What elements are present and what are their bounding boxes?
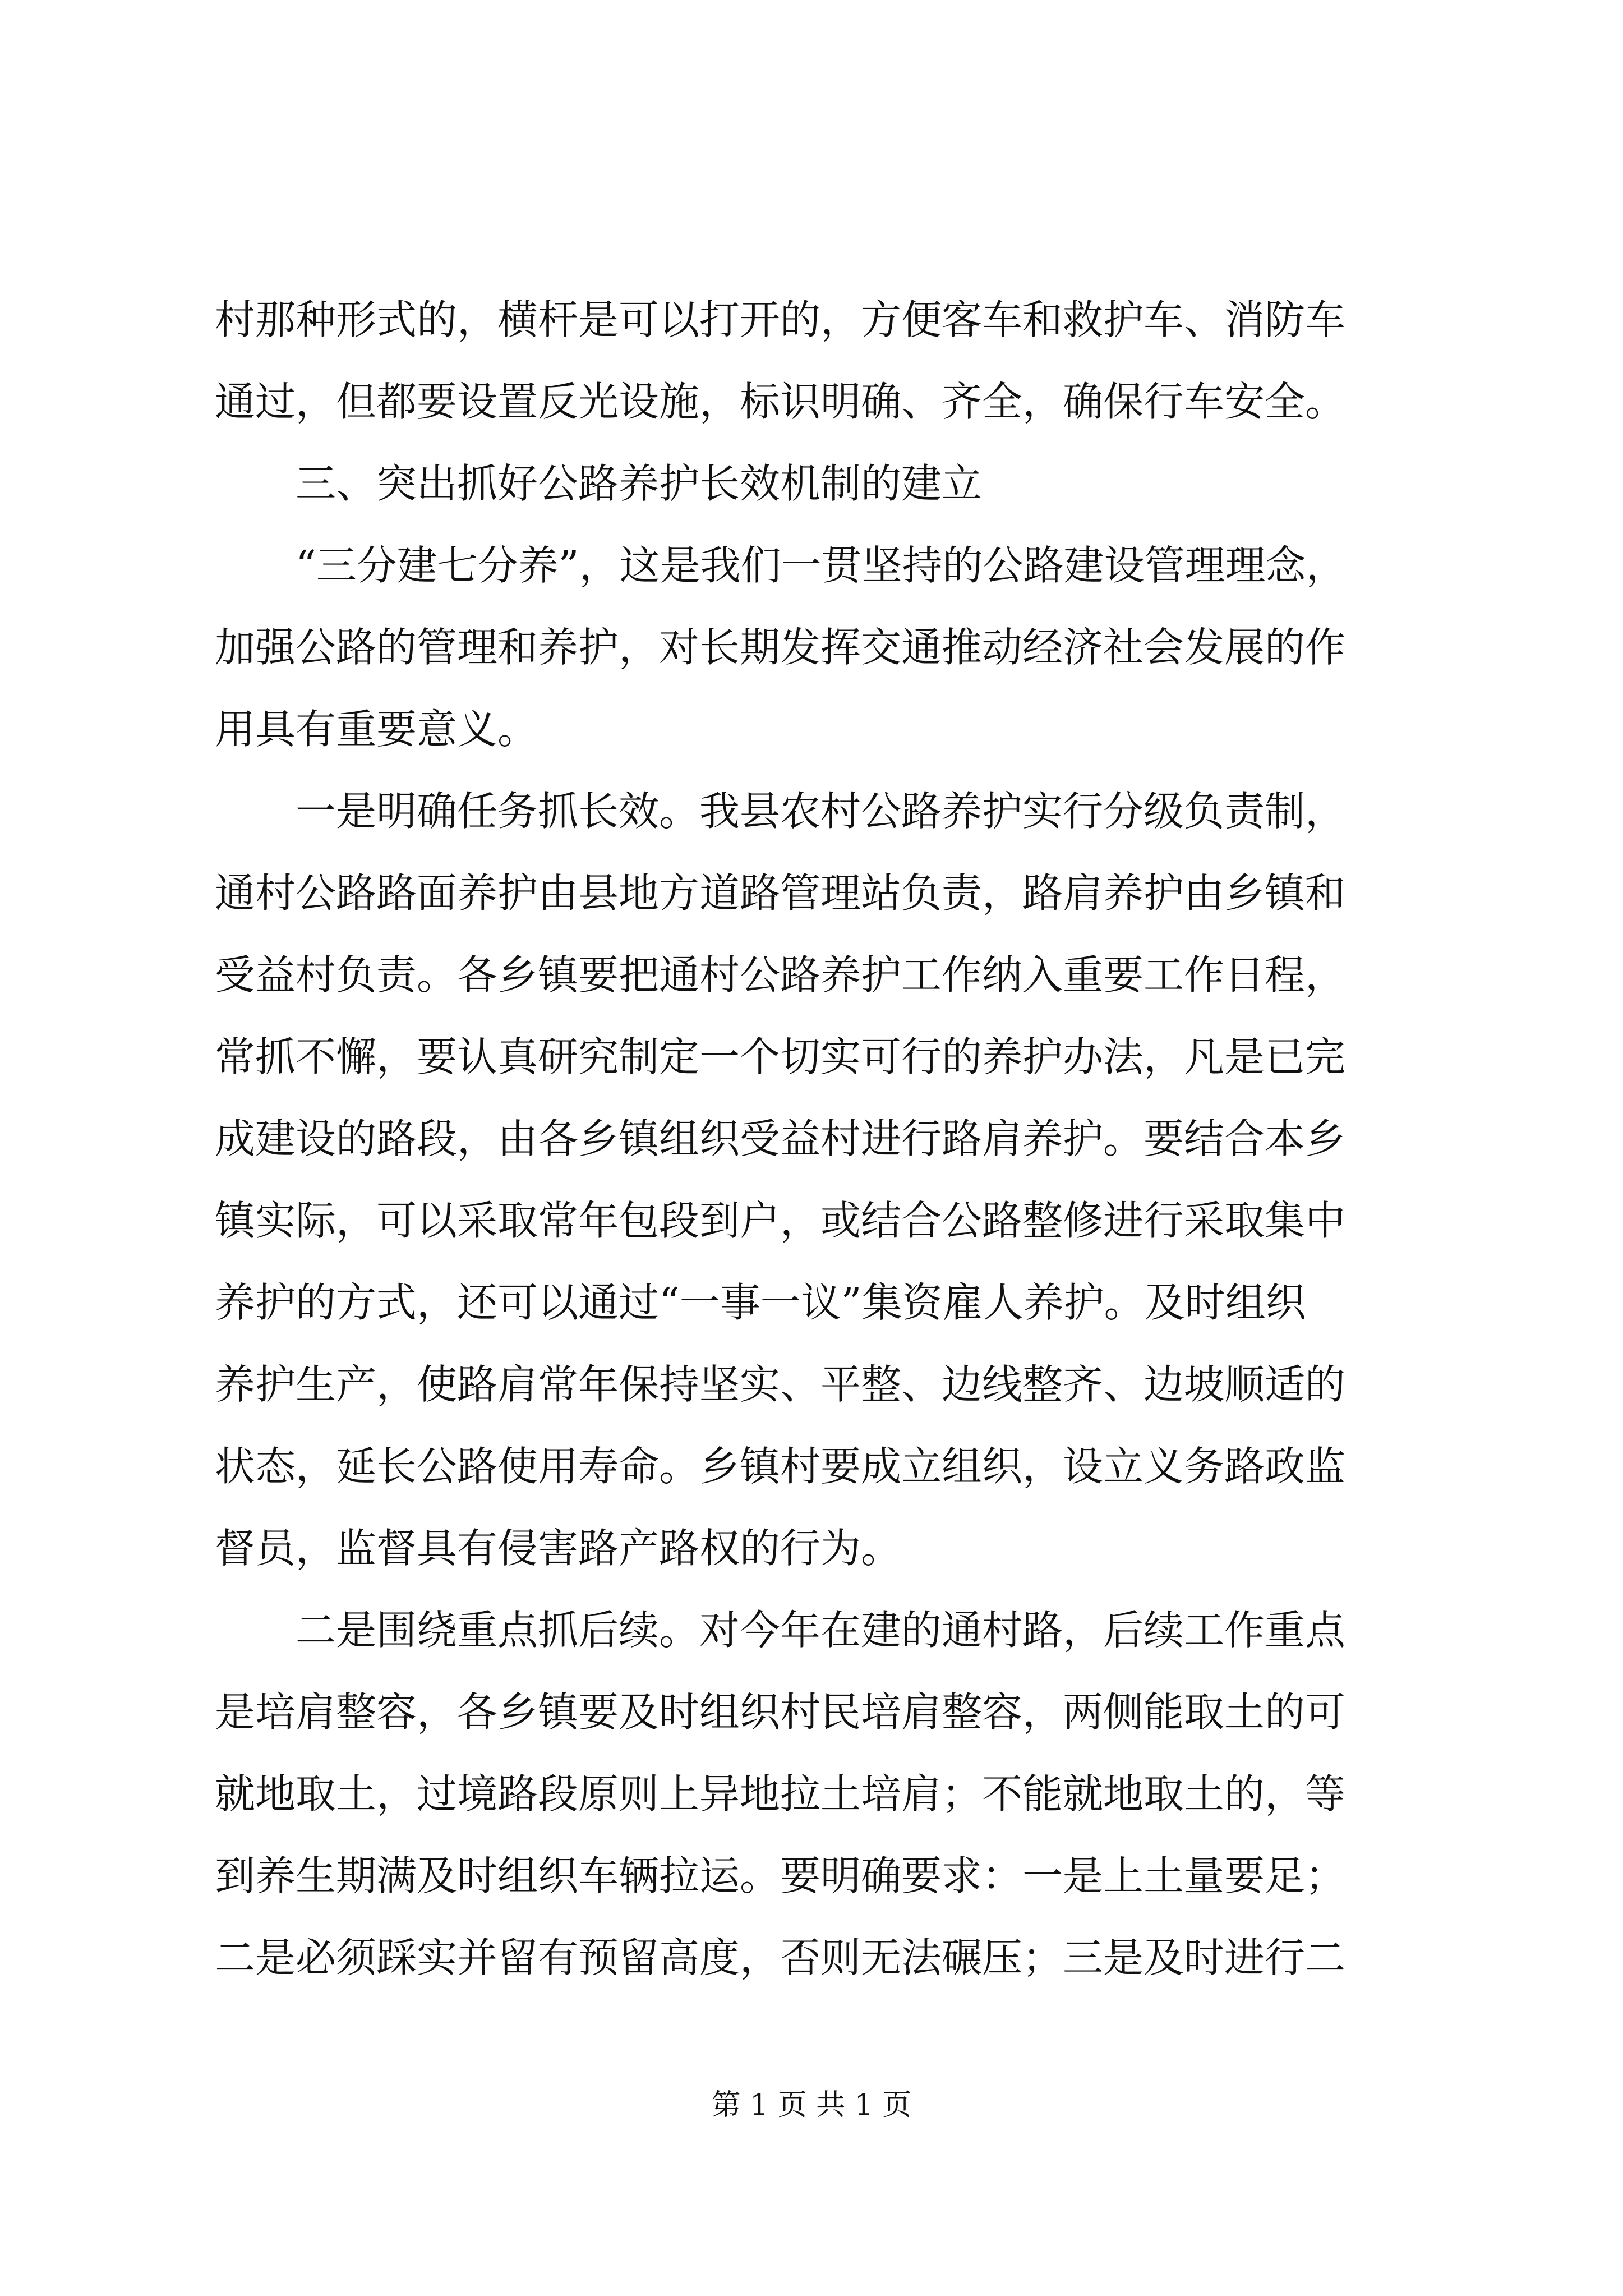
text-line: 通村公路路面养护由县地方道路管理站负责，路肩养护由乡镇和 — [215, 869, 1346, 917]
text-line: 通过，但都要设置反光设施，标识明确、齐全，确保行车安全。 — [215, 378, 1346, 425]
text-line: 成建设的路段，由各乡镇组织受益村进行路肩养护。要结合本乡 — [215, 1115, 1346, 1162]
text-line: 二是必须踩实并留有预留高度，否则无法碾压；三是及时进行二 — [215, 1934, 1346, 1981]
text-line: “三分建七分养”，这是我们一贯坚持的公路建设管理理念， — [215, 542, 1347, 589]
text-line: 二是围绕重点抓后续。对今年在建的通村路，后续工作重点 — [215, 1607, 1346, 1654]
page-number-label: 第 1 页 共 1 页 — [711, 2088, 912, 2122]
text-line: 镇实际，可以采取常年包段到户，或结合公路整修进行采取集中 — [215, 1197, 1346, 1244]
text-line: 就地取土，过境路段原则上异地拉土培肩；不能就地取土的，等 — [215, 1770, 1346, 1818]
text-line: 督员，监督具有侵害路产路权的行为。 — [215, 1525, 902, 1572]
text-line: 用具有重要意义。 — [215, 706, 538, 753]
section-heading: 三、突出抓好公路养护长效机制的建立 — [215, 460, 983, 507]
text-line: 一是明确任务抓长效。我县农村公路养护实行分级负责制， — [215, 788, 1346, 835]
text-line: 养护生产，使路肩常年保持坚实、平整、边线整齐、边坡顺适的 — [215, 1361, 1346, 1408]
text-line: 加强公路的管理和养护，对长期发挥交通推动经济社会发展的作 — [215, 624, 1346, 671]
text-line: 状态，延长公路使用寿命。乡镇村要成立组织，设立义务路政监 — [215, 1443, 1346, 1490]
text-line: 常抓不懈，要认真研究制定一个切实可行的养护办法，凡是已完 — [215, 1033, 1346, 1080]
page-footer — [0, 2086, 1623, 2125]
text-line: 是培肩整容，各乡镇要及时组织村民培肩整容，两侧能取土的可 — [215, 1688, 1346, 1736]
text-line: 村那种形式的，横杆是可以打开的，方便客车和救护车、消防车 — [215, 296, 1346, 343]
text-line: 到养生期满及时组织车辆拉运。要明确要求：一是上土量要足； — [215, 1852, 1346, 1899]
text-line: 受益村负责。各乡镇要把通村公路养护工作纳入重要工作日程， — [215, 951, 1346, 999]
text-line: 养护的方式，还可以通过“一事一议”集资雇人养护。及时组织 — [215, 1279, 1306, 1326]
